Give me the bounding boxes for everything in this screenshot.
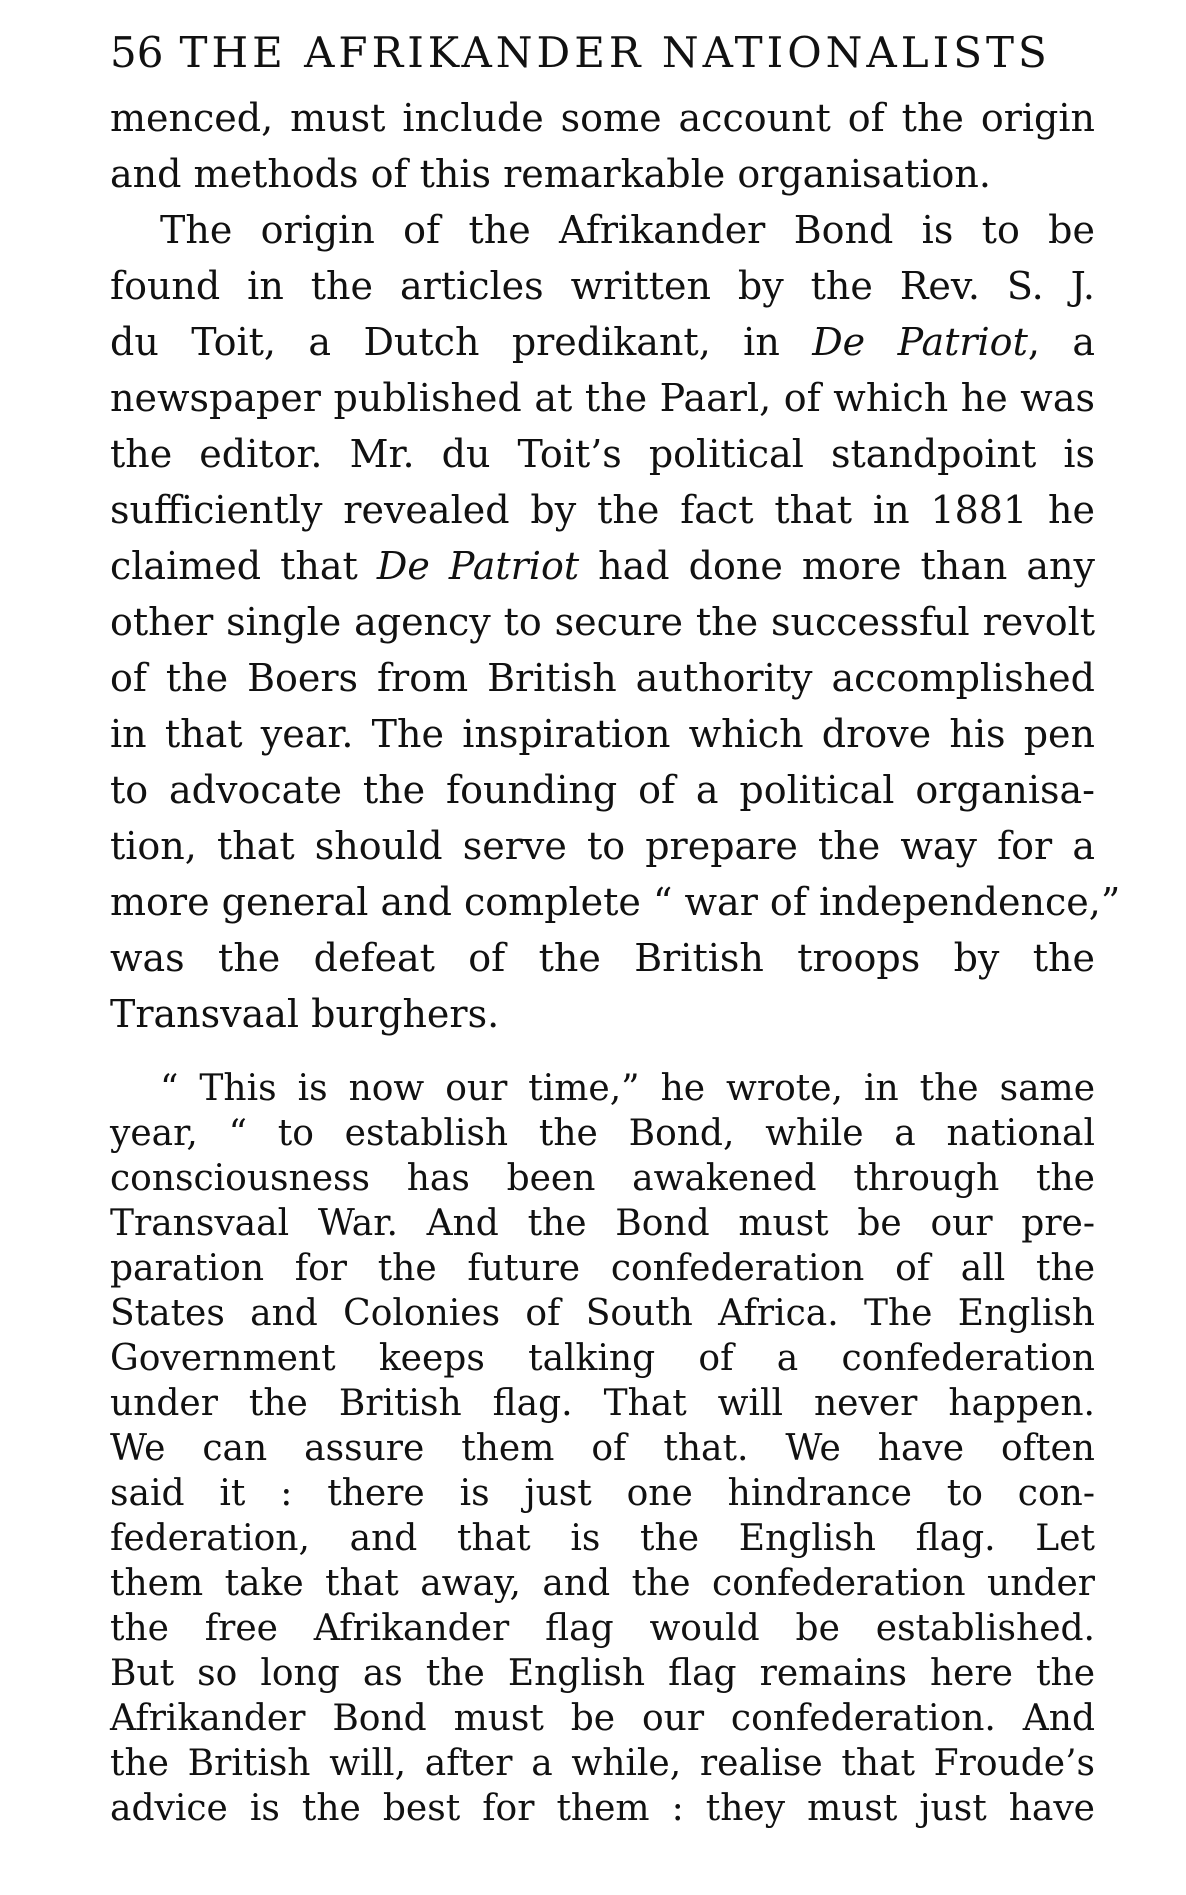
text-line: du Toit, a Dutch predikant, in De Patriot, a bbox=[110, 320, 1095, 364]
text-line: was the defeat of the British troops by the bbox=[110, 936, 1095, 980]
text-line: to advocate the founding of a political organisa- bbox=[110, 768, 1095, 812]
text-line: newspaper published at the Paarl, of which he was bbox=[110, 376, 1095, 420]
running-title: THE AFRIKANDER NATIONALISTS bbox=[179, 28, 1051, 77]
book-page bbox=[110, 28, 1121, 1831]
quote-line: Afrikander Bond must be our confederation. And bbox=[110, 1698, 1095, 1739]
text-line: and methods of this remarkable organisation. bbox=[110, 152, 991, 196]
text-line: Transvaal burghers. bbox=[110, 992, 500, 1036]
quote-line: the free Afrikander flag would be established. bbox=[110, 1608, 1095, 1649]
quote-line: We can assure them of that. We have often bbox=[110, 1428, 1095, 1469]
quote-line: under the British flag. That will never happen. bbox=[110, 1383, 1095, 1424]
quote-start-line: “ This is now our time,” he wrote, in the same bbox=[160, 1068, 1095, 1109]
quote-line: But so long as the English flag remains here the bbox=[110, 1653, 1095, 1694]
text-line: more general and complete “ war of independence,” bbox=[110, 880, 1121, 924]
quote-line: consciousness has been awakened through the bbox=[110, 1158, 1095, 1199]
quote-line: said it : there is just one hindrance to con- bbox=[110, 1473, 1095, 1514]
quote-line: Transvaal War. And the Bond must be our pre- bbox=[110, 1203, 1095, 1244]
quote-line: them take that away, and the confederation under bbox=[110, 1563, 1095, 1604]
text-line: claimed that De Patriot had done more than any bbox=[110, 544, 1095, 588]
italic-title: De Patriot bbox=[812, 320, 1028, 364]
quote-line: States and Colonies of South Africa. The English bbox=[110, 1293, 1095, 1334]
quote-line: the British will, after a while, realise that Froude’s bbox=[110, 1743, 1095, 1784]
text-line: tion, that should serve to prepare the way for a bbox=[110, 824, 1095, 868]
quote-line: paration for the future confederation of all the bbox=[110, 1248, 1095, 1289]
italic-title: De Patriot bbox=[376, 544, 580, 588]
text-line: sufficiently revealed by the fact that in 1881 he bbox=[110, 488, 1095, 532]
text-line: menced, must include some account of the origin bbox=[110, 96, 1095, 140]
paragraph-gap bbox=[110, 1042, 1095, 1066]
quote-line: advice is the best for them : they must just have bbox=[110, 1788, 1095, 1829]
quote-line: year, “ to establish the Bond, while a national bbox=[110, 1113, 1095, 1154]
running-head bbox=[110, 28, 1095, 90]
quote-line: federation, and that is the English flag. Let bbox=[110, 1518, 1095, 1559]
text-line: found in the articles written by the Rev. S. J. bbox=[110, 264, 1095, 308]
quote-line: Government keeps talking of a confederation bbox=[110, 1338, 1095, 1379]
text-line: of the Boers from British authority accomplished bbox=[110, 656, 1095, 700]
text-line: in that year. The inspiration which drove his pen bbox=[110, 712, 1095, 756]
text-line: the editor. Mr. du Toit’s political standpoint is bbox=[110, 432, 1095, 476]
paragraph-start-line: The origin of the Afrikander Bond is to be bbox=[160, 208, 1095, 252]
quoted-passage bbox=[110, 1066, 1095, 1831]
text-line: other single agency to secure the successful revolt bbox=[110, 600, 1095, 644]
body-paragraphs bbox=[110, 90, 1121, 1042]
page-number: 56 bbox=[110, 28, 164, 77]
